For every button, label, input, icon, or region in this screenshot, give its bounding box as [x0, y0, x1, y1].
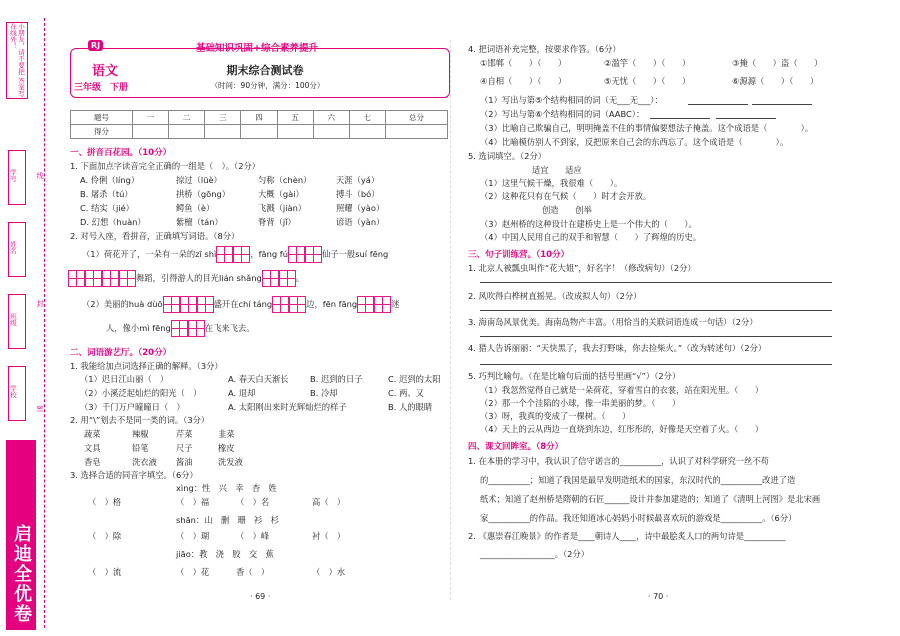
score-cell[interactable]: [313, 125, 349, 139]
page-number: · 69 ·: [250, 592, 271, 601]
fill[interactable]: 衬（ ）: [312, 531, 346, 541]
pinyin-line: [82, 246, 388, 263]
question: 4. 猎人告诉丽丽：“天快黑了，我去打野味，你去捡柴火。”（改为转述句）（2分）: [468, 343, 767, 353]
sub-question: （1）这里气候干燥，我很难（ ）。: [480, 178, 623, 188]
word[interactable]: 洗发液: [218, 457, 243, 467]
option: C. 迟到的太阳: [388, 374, 441, 384]
option: C. 两、又: [388, 388, 424, 398]
question: 5. 巧判比喻句。（在是比喻句后面的括号里画“√”）（2分）: [468, 371, 681, 381]
text: 人，像小mì fēng: [106, 323, 171, 333]
option: 天涯（yá）: [336, 175, 380, 185]
score-head: 四: [241, 111, 277, 125]
question-line: 2. 《惠崇春江晚景》的作者是____朝诗人____，诗中最脍炙人口的两句诗是__________: [468, 531, 786, 541]
left-binding-strip: [0, 0, 48, 636]
sub-question: （3）呀，我真的变成了一棵树。（ ）: [480, 411, 631, 421]
sub-question: （2）写出与第⑥个结构相同的词（AABC）：: [480, 109, 645, 119]
word[interactable]: 洗衣液: [132, 457, 157, 467]
score-head: 二: [169, 111, 205, 125]
char-box[interactable]: [288, 246, 305, 263]
sub-question: （3）赵州桥的这种设计在建桥史上是一个伟大的（ ）。: [480, 219, 697, 229]
pinyin-set: jiāo：教 浇 胶 交 蕉: [176, 549, 274, 559]
question: 3. 选择合适的同音字填空。（6分）: [70, 470, 198, 480]
word[interactable]: 蔬菜: [84, 429, 101, 439]
word[interactable]: 韭菜: [218, 429, 235, 439]
fill[interactable]: （ ）名: [236, 497, 270, 507]
fill[interactable]: （ ）流: [88, 567, 122, 577]
fill[interactable]: 香（ ）: [236, 567, 270, 577]
text: 舞蹈，引得游人的目光lián shǎng: [136, 273, 262, 283]
field-school: 学校: [8, 366, 26, 421]
question: 3. 海南岛风景优美。海南岛物产丰富。（用恰当的关联词语连成一句话）（2分）: [468, 317, 758, 327]
text: 。: [295, 273, 305, 283]
text: 边，fēn fāng: [306, 299, 358, 309]
brand-logo: 启迪全优卷: [6, 440, 36, 630]
char-box[interactable]: [216, 246, 233, 263]
answer-blank[interactable]: [716, 118, 776, 119]
question: 1. 北京人被瓢虫叫作“花大姐”，好名字！（修改病句）（2分）: [468, 263, 696, 273]
page-title: 期末综合测试卷: [226, 64, 304, 77]
fill[interactable]: （ ）水: [312, 567, 346, 577]
page-divider: [450, 40, 451, 600]
option: 照耀（yào）: [336, 203, 385, 213]
char-box[interactable]: [197, 296, 214, 313]
fill[interactable]: （ ）福: [176, 497, 210, 507]
fill[interactable]: ④自相（ ）（ ）: [480, 76, 567, 86]
word[interactable]: 香皂: [84, 457, 101, 467]
answer-line[interactable]: [480, 310, 832, 311]
question: 2. 用“\”划去不是同一类的词。（3分）: [70, 415, 210, 425]
time-info: （时间：90分钟，满分：100分）: [210, 81, 325, 90]
sub-question: （4）比喻模仿别人不到家，反把原来自己会的东西忘了。这个成语是（ ）。: [480, 137, 789, 147]
question: 2. 风吹得白桦树直摇晃。（改成拟人句）（2分）: [468, 291, 642, 301]
char-box[interactable]: [188, 320, 205, 337]
option: 拱桥（gōng）: [176, 189, 231, 199]
word[interactable]: 辣椒: [132, 429, 149, 439]
option: 大概（gài）: [258, 189, 304, 199]
item: （3）千门万户曈曈日（ ）: [80, 402, 185, 412]
fill[interactable]: （ ）花: [176, 567, 210, 577]
char-box[interactable]: [357, 296, 374, 313]
score-cell[interactable]: [277, 125, 313, 139]
cut-mark: 密: [36, 405, 44, 412]
word[interactable]: 芹菜: [176, 429, 193, 439]
fill[interactable]: ③掩（ ）盗（ ）: [732, 58, 823, 68]
option: A. 退却: [228, 388, 256, 398]
section-title: 一、拼音百花园。（10分）: [70, 148, 172, 158]
pinyin-line: [106, 320, 255, 337]
char-box[interactable]: [289, 296, 306, 313]
char-box[interactable]: [374, 296, 391, 313]
option: C. 结实（jié）: [80, 203, 134, 213]
cut-mark: 封: [36, 300, 44, 307]
option: 飞溅（jiàn）: [258, 203, 307, 213]
fill[interactable]: 高（ ）: [312, 497, 346, 507]
word[interactable]: 铅笔: [132, 443, 149, 453]
sub-question: （4）中国人民用自己的双手和智慧（ ）了辉煌的历史。: [480, 232, 701, 242]
field-name: 姓名: [8, 222, 26, 277]
char-box[interactable]: [171, 320, 188, 337]
fill[interactable]: （ ）瑚: [176, 531, 210, 541]
char-box[interactable]: [85, 270, 102, 287]
score-head: 五: [277, 111, 313, 125]
pinyin-line: [82, 296, 400, 313]
question-line: 纸术；知道了赵州桥是隋朝的石匠______设计并参加建造的；知道了《清明上河图》是北宋画: [480, 494, 821, 504]
score-cell[interactable]: [241, 125, 277, 139]
option: B. 屠杀（tú）: [80, 189, 133, 199]
score-head: 七: [349, 111, 385, 125]
score-head: 一: [132, 111, 168, 125]
text: （2）美丽的huà dùō: [82, 299, 163, 309]
score-table: [70, 110, 448, 139]
char-box[interactable]: [279, 270, 296, 287]
sub-question: （1）我忽然觉得自己就是一朵荷花，穿着雪白的衣裳，站在阳光里。（ ）: [480, 385, 764, 395]
question: 1. 我能给加点词选择正确的解释。（3分）: [70, 361, 223, 371]
score-head: 题号: [71, 111, 133, 125]
char-box[interactable]: [68, 270, 85, 287]
answer-blank[interactable]: [752, 104, 812, 105]
char-box[interactable]: [233, 246, 250, 263]
option: 鳄鱼（è）: [176, 203, 215, 213]
option: 掠过（lüè）: [176, 175, 222, 185]
answer-blank[interactable]: [650, 118, 710, 119]
question-line: 1. 在本册的学习中，我认识了信守诺言的__________，认识了对科学研究一丝不苟: [468, 456, 769, 466]
question-line: 的__________；知道了我国是最早发明造纸术的国家，东汉时代的__________改进了造: [480, 475, 796, 485]
option: D. 幻想（huàn）: [80, 217, 146, 227]
edition-badge: RJ: [88, 40, 103, 51]
score-head: 三: [205, 111, 241, 125]
fill[interactable]: （ ）峰: [236, 531, 270, 541]
score-cell[interactable]: [169, 125, 205, 139]
score-cell[interactable]: [349, 125, 385, 139]
text: 仙子一般suí fēng: [321, 249, 389, 259]
grade: 三年级 下册: [74, 83, 129, 93]
sub-question: （1）写出与第⑤个结构相同的词（无___无___）：: [480, 95, 663, 105]
option: 谚语（yàn）: [336, 217, 385, 227]
question: 4. 把词语补充完整，按要求作答。（6分）: [468, 44, 621, 54]
word-bank: 适宜 适应: [532, 165, 582, 175]
option: B. 人的眼睛: [388, 402, 433, 412]
option: B. 冷却: [310, 388, 338, 398]
sub-question: （2）这种花只有在气候（ ）时才会开放。: [480, 191, 652, 201]
item: （1）迟日江山丽（ ）: [80, 374, 169, 384]
page-number: · 70 ·: [648, 592, 669, 601]
option: B. 迟到的日子: [310, 374, 363, 384]
question: 5. 选词填空。（2分）: [468, 151, 547, 161]
field-class: 班级: [8, 294, 26, 349]
fill[interactable]: ⑤无忧（ ）（ ）: [604, 76, 691, 86]
score-label: 得分: [71, 125, 133, 139]
fill[interactable]: ⑥源源（ ）（ ）: [732, 76, 819, 86]
cut-mark: 线: [36, 172, 44, 179]
sub-question: （3）比喻自己欺骗自己，明明掩盖不住的事情偏要想法子掩盖。这个成语是（ ）。: [480, 123, 814, 133]
question-line: 家__________的作品。我还知道冰心妈妈小时候最喜欢玩的游戏是__________。（6分）: [480, 513, 797, 523]
section-title: 二、词语游艺厅。（20分）: [70, 348, 172, 358]
answer-line[interactable]: [480, 336, 832, 337]
text: 盛开在chí táng: [213, 299, 273, 309]
answer-blank[interactable]: [688, 104, 748, 105]
question: 2. 对号入座，看拼音，正确填写词语。（8分）: [70, 231, 240, 241]
option: 脊背（jǐ）: [258, 217, 296, 227]
text: 迷: [391, 299, 400, 309]
text: 在飞来飞去。: [204, 323, 255, 333]
score-head: 六: [313, 111, 349, 125]
score-head: 总分: [385, 111, 447, 125]
word[interactable]: 文具: [84, 443, 101, 453]
question: 1. 下面加点字读音完全正确的一组是（ ）。（2分）: [70, 161, 261, 171]
option: A. 伶俐（líng）: [80, 175, 140, 185]
option: A. 春天白天渐长: [228, 374, 289, 384]
sub-question: （2）那一个个洼陷的小球，像一串美丽的梦。（ ）: [480, 398, 681, 408]
char-box[interactable]: [163, 296, 180, 313]
option: 匀称（chèn）: [258, 175, 312, 185]
answer-line[interactable]: [480, 364, 832, 365]
score-cell[interactable]: [205, 125, 241, 139]
char-box[interactable]: [305, 246, 322, 263]
notice-box: 小朋友，请不要把 答案写在线外！: [6, 22, 28, 99]
pinyin-set: shān：山 删 珊 衫 杉: [176, 515, 279, 525]
score-cell[interactable]: [385, 125, 447, 139]
option: 紫檀（tán）: [176, 217, 223, 227]
char-box[interactable]: [119, 270, 136, 287]
word-bank: 创造 创举: [542, 205, 592, 215]
question-line: __________________。（2分）: [480, 549, 589, 559]
char-box[interactable]: [180, 296, 197, 313]
answer-line[interactable]: [480, 282, 832, 283]
item: （2）小溪泛起灿烂的阳光（ ）: [80, 388, 202, 398]
fill[interactable]: ②滥竽（ ）（ ）: [604, 58, 691, 68]
fill[interactable]: （ ）格: [88, 497, 122, 507]
text: （1）荷花开了，一朵有一朵的zī shì: [82, 249, 217, 259]
fill[interactable]: （ ）除: [88, 531, 122, 541]
banner: 基础知识巩固+综合素养提升: [196, 43, 318, 54]
pinyin-line: [68, 270, 304, 287]
char-box[interactable]: [102, 270, 119, 287]
word[interactable]: 酱油: [176, 457, 193, 467]
option: A. 太阳刚出来时光辉灿烂的样子: [228, 402, 347, 412]
section-title: 三、句子训练营。（10分）: [468, 250, 570, 260]
option: 搏斗（bó）: [336, 189, 380, 199]
word[interactable]: 尺子: [176, 443, 193, 453]
field-student-id: 学号: [8, 150, 26, 205]
sub-question: （4）天上的云从西边一直烧到东边，红彤彤的，好像是天空着了火。（ ）: [480, 424, 764, 434]
char-box[interactable]: [262, 270, 279, 287]
subject: 语文: [92, 64, 119, 79]
pinyin-set: xìng：性 兴 幸 杏 姓: [176, 483, 277, 493]
char-box[interactable]: [272, 296, 289, 313]
text: ，fāng fú: [250, 249, 288, 259]
section-title: 四、课文回眸室。（8分）: [468, 442, 564, 452]
word[interactable]: 橡皮: [218, 443, 235, 453]
fill[interactable]: ①邯郸（ ）（ ）: [480, 58, 567, 68]
score-cell[interactable]: [132, 125, 168, 139]
